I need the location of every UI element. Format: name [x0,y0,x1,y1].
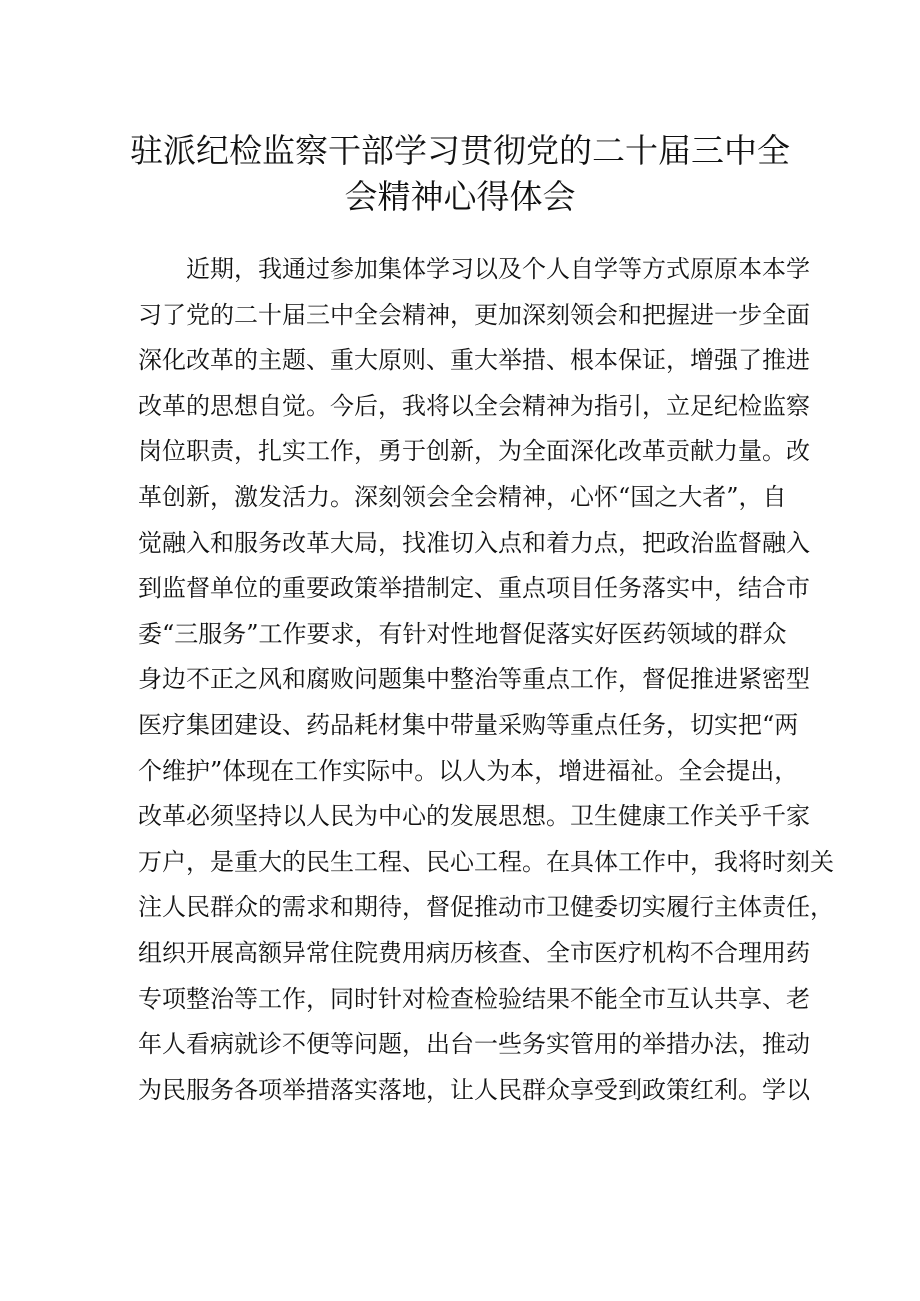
body-line: 近期，我通过参加集体学习以及个人自学等方式原原本本学 [186,255,810,283]
body-line: 习了党的二十届三中全会精神，更加深刻领会和把握进一步全面 [138,300,810,329]
body-line: 年人看病就诊不便等问题，出台一些务实管用的举措办法，推动 [138,1030,810,1059]
body-line: 改革必须坚持以人民为中心的发展思想。卫生健康工作关乎千家 [138,802,810,831]
body-line: 革创新，激发活力。深刻领会全会精神，心怀“国之大者”，自 [138,482,787,511]
body-line: 身边不正之风和腐败问题集中整治等重点工作，督促推进紧密型 [138,665,810,694]
body-line: 岗位职责，扎实工作，勇于创新，为全面深化改革贡献力量。改 [138,437,810,466]
body-line: 改革的思想自觉。今后，我将以全会精神为指引，立足纪检监察 [138,391,810,420]
document-body [138,247,834,1113]
body-line: 觉融入和服务改革大局，找准切入点和着力点，把政治监督融入 [138,528,810,557]
title-line: 驻派纪检监察干部学习贯彻党的二十届三中全 [130,131,790,170]
body-line: 万户，是重大的民生工程、民心工程。在具体工作中，我将时刻关 [138,847,834,876]
body-line: 为民服务各项举措落实落地，让人民群众享受到政策红利。学以 [138,1075,810,1104]
body-line: 医疗集团建设、药品耗材集中带量采购等重点任务，切实把“两 [138,710,799,739]
body-line: 深化改革的主题、重大原则、重大举措、根本保证，增强了推进 [138,346,810,375]
body-line: 到监督单位的重要政策举措制定、重点项目任务落实中，结合市 [138,574,810,603]
body-line: 组织开展高额异常住院费用病历核查、全市医疗机构不合理用药 [138,938,810,967]
title-line: 会精神心得体会 [344,177,576,216]
body-line: 注人民群众的需求和期待，督促推动市卫健委切实履行主体责任， [138,893,834,922]
document-title [120,128,800,220]
body-line: 专项整治等工作，同时针对检查检验结果不能全市互认共享、老 [138,984,810,1013]
body-line: 个维护”体现在工作实际中。以人为本，增进福祉。全会提出， [138,756,799,785]
body-line: 委“三服务”工作要求，有针对性地督促落实好医药领域的群众 [138,619,787,648]
